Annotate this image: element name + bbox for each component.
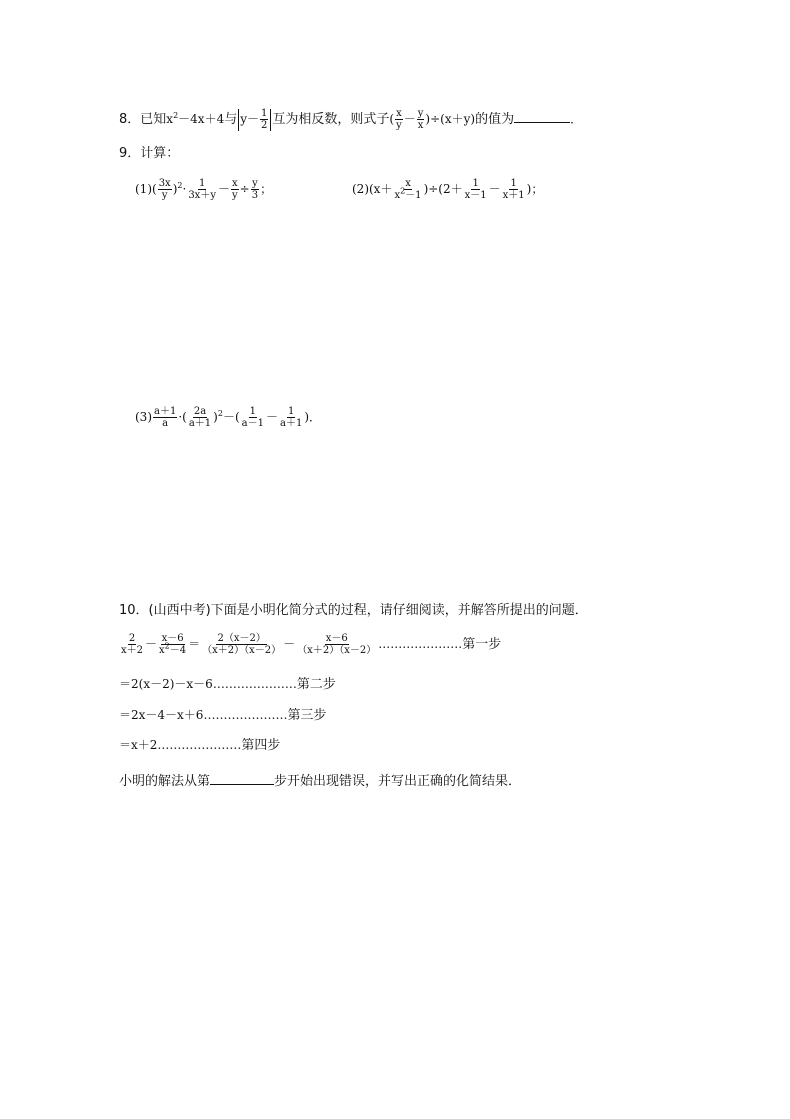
q9p3-dot: ·	[178, 410, 183, 424]
q10s1-frac-2-over-x+2	[120, 633, 144, 656]
q8-half-den: 2	[261, 120, 268, 131]
q9p1-f4-num: y	[252, 178, 258, 189]
q8-minus: －	[403, 112, 416, 126]
q10s1-frac-expanded-2	[296, 633, 377, 656]
q10-number: 10．	[119, 603, 149, 618]
q9p1-f1-num: 3x	[158, 178, 171, 189]
q10s2-step-label: 第二步	[296, 677, 336, 692]
q9p3-minus: －	[265, 410, 278, 424]
q9p3-f3-num: 1	[249, 406, 256, 417]
q9p1-frac-x-over-y	[231, 178, 239, 201]
q9p3-open: (	[182, 410, 187, 424]
q9-number: 9．	[119, 146, 141, 161]
q10s1-frac-x-6-over-x2-4	[158, 633, 187, 656]
q10-step-2	[119, 677, 336, 692]
q9p2-minus: －	[488, 182, 501, 196]
q9p1-frac-1-over-3xy	[187, 178, 217, 201]
q8-half-num: 1	[261, 108, 268, 119]
q9p2-end: )；	[526, 182, 544, 196]
q9p2-f1-den-sup: 2	[400, 186, 406, 196]
q10s1-minus: －	[145, 637, 158, 651]
q9p2-f3-den: x＋1	[502, 190, 525, 201]
q9p1-dot: ·	[182, 182, 187, 196]
q10s1-f2-num: x－6	[161, 633, 184, 644]
question-8	[119, 108, 582, 131]
q9-part-1: (1)( $\frac{3x}{y}$ )$^2$· $\frac{1}{3x+y}$ － $\frac{x}{y}$ ÷ $\frac{y}{3}$ ；	[135, 178, 273, 201]
q9p3-label: (3)	[135, 410, 152, 424]
question-10-intro	[119, 604, 588, 618]
q10s1-f1-num: 2	[128, 633, 136, 644]
q9p1-f3-den: y	[231, 190, 238, 201]
q8-expr-sup: 2	[173, 111, 179, 120]
q9p3-f3-den: a－1	[241, 418, 264, 429]
q9p2-f2-den: x－1	[464, 190, 487, 201]
q9p1-f2-num: 1	[198, 178, 206, 189]
q10s4-dots: …………………	[157, 738, 242, 752]
q9p1-frac-3x-over-y	[158, 178, 172, 201]
q8-div: ÷(x＋y)	[430, 112, 476, 126]
q9p3-frac-1-over-a+1	[279, 406, 303, 429]
q8-f2-num: y	[417, 108, 424, 119]
q9p1-f4-den: 3	[251, 190, 259, 201]
q10s1-f3-num: 2（x－2）	[217, 633, 266, 644]
q10s1-f4-den: （x＋2）（x－2）	[297, 645, 377, 656]
q8-frac-x-over-y	[395, 108, 403, 131]
q10s4-expr: ＝x＋2	[119, 738, 158, 752]
q8-answer-blank[interactable]	[514, 110, 570, 123]
q10s1-f2-den-rest: －4	[169, 645, 187, 656]
q9p2-frac-1-over-x+1	[502, 178, 526, 201]
q8-abs-left: y－	[240, 112, 260, 126]
q8-f1-num: x	[396, 108, 402, 119]
q9p3-f2-den: a＋1	[188, 418, 212, 429]
q10s3-expr: ＝2x－4－x＋6	[119, 708, 204, 722]
q8-number: 8．	[119, 112, 141, 127]
q8-end: ．	[570, 112, 583, 126]
q10s2-dots: …………………	[212, 677, 297, 691]
q10s1-f3-den: （x＋2）（x－2）	[202, 645, 282, 656]
q10s1-minus2: －	[283, 637, 296, 651]
q9p2-f1-num: x	[405, 178, 411, 189]
q8-value-is: 的值为	[475, 112, 515, 127]
q9p2-f3-num: 1	[510, 178, 517, 189]
q8-known: 已知	[140, 112, 167, 127]
q9p1-label: (1)	[135, 182, 152, 196]
q10-intro: (山西中考)下面是小明化简分式的过程，请仔细阅读，并解答所提出的问题．	[148, 603, 588, 618]
question-9-title	[119, 147, 179, 161]
q9p2-f1-den-base: x	[394, 190, 401, 201]
q9p3-frac-a+1-over-a	[153, 406, 177, 429]
q10-step-1	[119, 633, 501, 656]
q10-question-a: 小明的解法从第	[119, 774, 211, 789]
q8-half-fraction	[260, 108, 268, 131]
q10s1-step-label: 第一步	[462, 637, 502, 652]
q10-question	[119, 772, 521, 789]
q8-expr-rest: －4x＋4	[178, 112, 225, 126]
q9p3-f1-num: a＋1	[154, 406, 177, 417]
q9p1-frac-y-over-3	[251, 178, 259, 201]
q10s3-dots: …………………	[203, 708, 288, 722]
q9p2-f1-den-rest: －1	[405, 190, 422, 201]
q9p3-f4-den: a＋1	[279, 418, 303, 429]
q9p1-end: ；	[260, 182, 273, 196]
q8-f2-den: x	[417, 120, 424, 131]
q8-expr-x: x	[166, 112, 174, 126]
q10-step-3	[119, 708, 326, 723]
q10s1-f1-den: x＋2	[121, 645, 144, 656]
q10s1-f2-den-sup: 2	[164, 641, 170, 651]
q9p3-minus-open: －(	[222, 410, 240, 424]
q9p2-close1: )÷(2＋	[423, 182, 463, 196]
q9p3-frac-1-over-a-1	[241, 406, 265, 429]
q10-answer-blank[interactable]	[210, 772, 274, 785]
q8-f1-den: y	[396, 120, 402, 131]
q9p1-f1-den: y	[161, 190, 168, 201]
q10s1-f2-den	[158, 641, 187, 656]
q10s1-f4-num: x－6	[325, 633, 348, 644]
q10s1-f2-den-base: x	[159, 645, 165, 656]
q10-question-b: 步开始出现错误，并写出正确的化简结果．	[274, 774, 522, 789]
q8-frac-y-over-x	[417, 108, 425, 131]
q9p2-frac-x-over-x2-1	[393, 178, 422, 201]
q9p2-label: (2)	[352, 182, 369, 196]
q10s2-expr: ＝2(x－2)－x－6	[119, 677, 213, 691]
q8-opposite-text: 互为相反数，则式子	[272, 112, 390, 127]
q9p2-f1-den	[393, 186, 422, 201]
q9p1-div: ÷	[239, 182, 250, 196]
q10s3-step-label: 第三步	[287, 708, 327, 723]
q9p3-frac-2a-over-a+1	[188, 406, 212, 429]
q8-with: 与	[224, 112, 238, 127]
q10s4-step-label: 第四步	[241, 738, 281, 753]
q9-part-3	[135, 406, 321, 429]
q9p3-close: )	[213, 410, 218, 424]
q8-paren-close: )	[425, 112, 431, 126]
q9-part-2	[352, 178, 543, 201]
q9p2-open1: (x＋	[369, 182, 393, 196]
q9p1-f3-num: x	[231, 178, 238, 189]
q9p1-minus: －	[217, 182, 230, 196]
q9p2-frac-1-over-x-1	[464, 178, 488, 201]
q10s1-dots: …………………	[378, 637, 463, 651]
q9p3-end: )．	[304, 410, 321, 424]
q9p2-f2-num: 1	[472, 178, 479, 189]
q8-paren-open: (	[389, 112, 395, 126]
q9p1-f2-den: 3x＋y	[188, 190, 216, 201]
q9p3-f2-num: 2a	[193, 406, 207, 417]
q10s1-eq: ＝	[188, 637, 201, 651]
q9p3-f1-den: a	[162, 418, 169, 429]
q9p3-f4-num: 1	[287, 406, 295, 417]
q9-title: 计算：	[140, 146, 180, 161]
q10-step-4	[119, 738, 280, 753]
q9p1-square: 2	[177, 181, 183, 190]
q9p3-square: 2	[217, 409, 223, 418]
q10s1-frac-expanded-1	[201, 633, 282, 656]
